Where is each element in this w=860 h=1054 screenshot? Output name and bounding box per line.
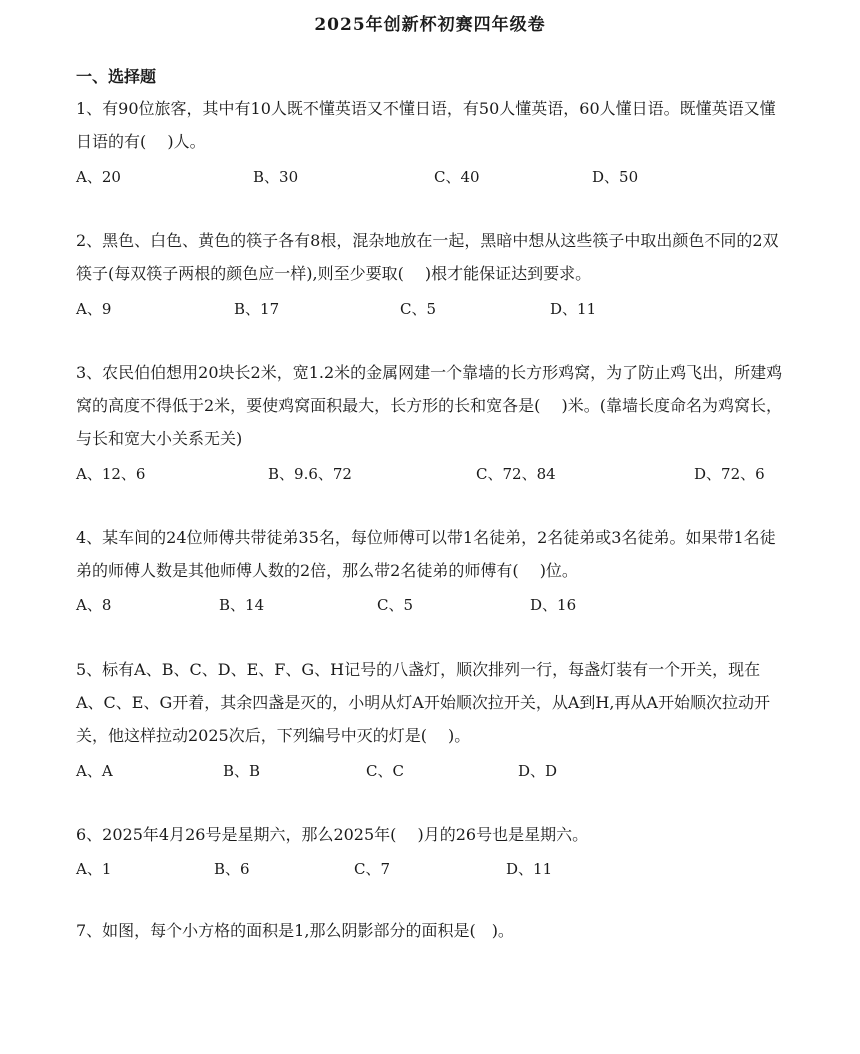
option-d: D、11 [550, 300, 597, 318]
question-2-options [76, 298, 796, 322]
option-b: B、B [223, 762, 261, 780]
option-b: B、30 [253, 168, 299, 186]
option-d: D、D [518, 762, 558, 780]
option-d: D、11 [506, 860, 553, 878]
question-4-text: 4、某车间的24位师傅共带徒弟35名，每位师傅可以带1名徒弟，2名徒弟或3名徒弟。如果带1名徒弟的师傅人数是其他师傅人数的2倍，那么带2名徒弟的师傅有( )位。 [76, 528, 776, 580]
section-heading: 一、选择题 [76, 67, 157, 86]
option-c: C、5 [377, 596, 414, 614]
option-d: D、50 [592, 168, 639, 186]
option-c: C、7 [354, 860, 391, 878]
question-1-options [76, 166, 796, 190]
option-a: A、9 [76, 300, 112, 318]
question-7-text: 7、如图，每个小方格的面积是1,那么阴影部分的面积是( )。 [76, 921, 514, 940]
option-a: A、A [76, 762, 113, 780]
option-b: B、14 [219, 596, 265, 614]
question-3-text: 3、农民伯伯想用20块长2米，宽1.2米的金属网建一个靠墙的长方形鸡窝，为了防止鸡飞出，所建鸡窝的高度不得低于2米，要使鸡窝面积最大，长方形的长和宽各是( )米。(靠墙长度命名为鸡窝长，与长和宽大小关系无关) [76, 363, 783, 448]
option-c: C、72、84 [476, 465, 556, 483]
option-a: A、8 [76, 596, 112, 614]
option-a: A、12、6 [76, 465, 146, 483]
option-a: A、1 [76, 860, 112, 878]
option-b: B、17 [234, 300, 280, 318]
option-b: B、6 [214, 860, 250, 878]
exam-title: 2025年创新杯初赛四年级卷 [314, 15, 546, 35]
question-6-text: 6、2025年4月26号是星期六，那么2025年( )月的26号也是星期六。 [76, 825, 589, 844]
option-d: D、72、6 [694, 465, 765, 483]
question-6-options [76, 858, 796, 882]
question-4-options [76, 594, 796, 618]
option-c: C、C [366, 762, 404, 780]
option-d: D、16 [530, 596, 577, 614]
option-c: C、5 [400, 300, 437, 318]
option-c: C、40 [434, 168, 480, 186]
question-5-options [76, 760, 796, 784]
option-b: B、9.6、72 [268, 465, 352, 483]
question-1-text: 1、有90位旅客，其中有10人既不懂英语又不懂日语，有50人懂英语，60人懂日语。既懂英语又懂日语的有( )人。 [76, 99, 776, 151]
option-a: A、20 [76, 168, 121, 186]
question-2-text: 2、黑色、白色、黄色的筷子各有8根，混杂地放在一起，黑暗中想从这些筷子中取出颜色不同的2双筷子(每双筷子两根的颜色应一样),则至少要取( )根才能保证达到要求。 [76, 231, 779, 283]
question-5-text: 5、标有A、B、C、D、E、F、G、H记号的八盏灯，顺次排列一行，每盏灯装有一个开关，现在A、C、E、G开着，其余四盏是灭的，小明从灯A开始顺次拉开关，从A到H,再从A开始顺次拉动开关，他这样拉动2025次后，下列编号中灭的灯是( )。 [76, 660, 770, 745]
question-3-options [76, 463, 796, 487]
